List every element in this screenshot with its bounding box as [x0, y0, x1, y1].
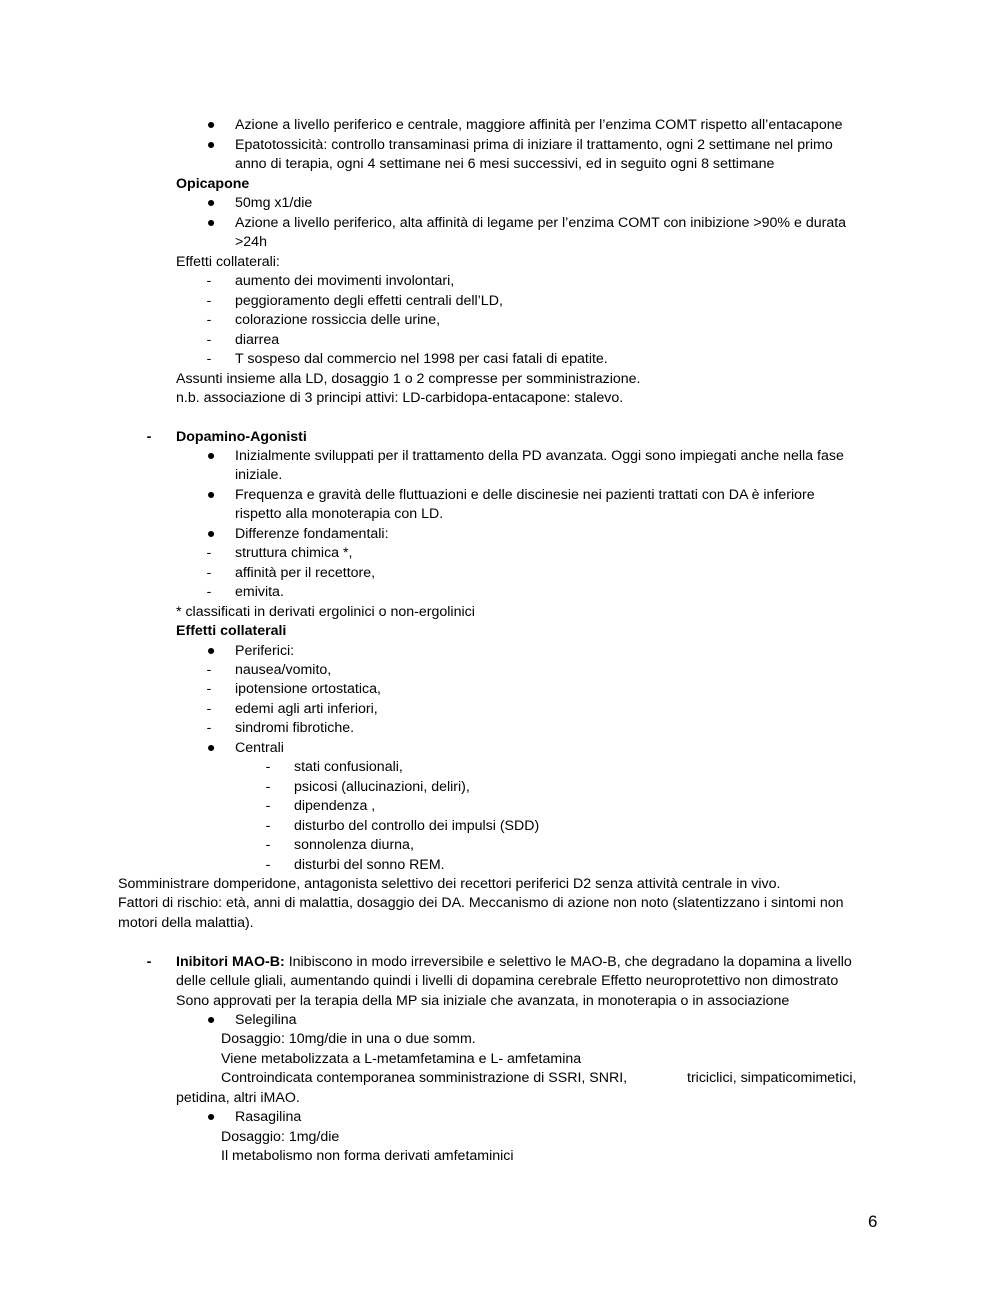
text-line: Assunti insieme alla LD, dosaggio 1 o 2 compresse per somministrazione. — [176, 371, 641, 387]
dash-marker: - — [206, 584, 212, 600]
bullet-marker: ● — [206, 526, 216, 542]
section-heading: Inibitori MAO-B: — [176, 954, 285, 970]
dash-marker: - — [146, 954, 152, 970]
section-heading: Effetti collaterali — [176, 623, 287, 639]
text-line: Periferici: — [235, 643, 295, 659]
page-number: 6 — [868, 1212, 878, 1231]
dash-marker: - — [206, 565, 212, 581]
text-line: Somministrare domperidone, antagonista selettivo dei recettori periferici D2 senza attività centrale in vivo. — [118, 876, 781, 892]
bullet-marker: ● — [206, 195, 216, 211]
text-line: Selegilina — [235, 1012, 297, 1028]
dash-marker: - — [206, 312, 212, 328]
bullet-marker: ● — [206, 643, 216, 659]
text-run: Inibiscono in modo irreversibile e selettivo le MAO-B, che degradano la dopamina a livello — [284, 954, 852, 970]
text-line: Frequenza e gravità delle fluttuazioni e delle discinesie nei pazienti trattati con DA è inferiore — [235, 487, 815, 503]
text-line: motori della malattia). — [118, 915, 254, 931]
list-item: disturbi del sonno REM. — [294, 857, 445, 873]
bullet-marker: ● — [206, 487, 216, 503]
bullet-marker: ● — [206, 740, 216, 756]
text-line: Effetti collaterali: — [176, 254, 280, 270]
dash-marker: - — [265, 857, 271, 873]
text-line: Azione a livello periferico e centrale, maggiore affinità per l’enzima COMT rispetto all’entacapone — [235, 117, 843, 133]
text-line: petidina, altri iMAO. — [176, 1090, 300, 1106]
text-line: Rasagilina — [235, 1109, 302, 1125]
dash-marker: - — [265, 818, 271, 834]
bullet-marker: ● — [206, 117, 216, 133]
dash-marker: - — [146, 429, 152, 445]
text-line: Il metabolismo non forma derivati amfetaminici — [221, 1148, 514, 1164]
list-item: peggioramento degli effetti centrali dell’LD, — [235, 293, 503, 309]
text-line: >24h — [235, 234, 267, 250]
text-line: Viene metabolizzata a L-metamfetamina e L- amfetamina — [221, 1051, 582, 1067]
text-line — [176, 953, 852, 973]
text-line: Differenze fondamentali: — [235, 526, 389, 542]
list-item: ipotensione ortostatica, — [235, 681, 381, 697]
list-item: stati confusionali, — [294, 759, 403, 775]
dash-marker: - — [206, 351, 212, 367]
text-line: Azione a livello periferico, alta affinità di legame per l’enzima COMT con inibizione >90% e durata — [235, 215, 847, 231]
text-line: rispetto alla monoterapia con LD. — [235, 506, 444, 522]
text-line: anno di terapia, ogni 4 settimane nei 6 mesi successivi, ed in seguito ogni 8 settimane — [235, 156, 775, 172]
dash-marker: - — [206, 701, 212, 717]
dash-marker: - — [206, 681, 212, 697]
text-line: Dosaggio: 10mg/die in una o due somm. — [221, 1031, 476, 1047]
dash-marker: - — [206, 332, 212, 348]
text-line: Controindicata contemporanea somministrazione di SSRI, SNRI, — [221, 1070, 628, 1086]
list-item: T sospeso dal commercio nel 1998 per casi fatali di epatite. — [235, 351, 608, 367]
bullet-marker: ● — [206, 448, 216, 464]
dash-marker: - — [265, 837, 271, 853]
list-item: affinità per il recettore, — [235, 565, 376, 581]
dash-marker: - — [206, 293, 212, 309]
list-item: aumento dei movimenti involontari, — [235, 273, 455, 289]
text-line: Sono approvati per la terapia della MP sia iniziale che avanzata, in monoterapia o in associazione — [176, 993, 790, 1009]
text-line: n.b. associazione di 3 principi attivi: LD-carbidopa-entacapone: stalevo. — [176, 390, 624, 406]
text-line: Centrali — [235, 740, 284, 756]
dash-marker: - — [206, 662, 212, 678]
dash-marker: - — [206, 720, 212, 736]
list-item: emivita. — [235, 584, 284, 600]
bullet-marker: ● — [206, 137, 216, 153]
dash-marker: - — [265, 759, 271, 775]
bullet-marker: ● — [206, 1109, 216, 1125]
text-line: Inizialmente sviluppati per il trattamento della PD avanzata. Oggi sono impiegati anche nella fase — [235, 448, 844, 464]
list-item: sindromi fibrotiche. — [235, 720, 355, 736]
dash-marker: - — [265, 779, 271, 795]
list-item: diarrea — [235, 332, 280, 348]
list-item: nausea/vomito, — [235, 662, 332, 678]
list-item: dipendenza , — [294, 798, 376, 814]
list-item: edemi agli arti inferiori, — [235, 701, 378, 717]
text-line: delle cellule gliali, aumentando quindi i livelli di dopamina cerebrale Effetto neuroprotettivo non dimostrato — [176, 973, 839, 989]
dash-marker: - — [206, 273, 212, 289]
text-line: * classificati in derivati ergolinici o non-ergolinici — [176, 604, 475, 620]
text-line: Epatotossicità: controllo transaminasi prima di iniziare il trattamento, ogni 2 settimane nel primo — [235, 137, 833, 153]
section-heading: Dopamino-Agonisti — [176, 429, 307, 445]
bullet-marker: ● — [206, 1012, 216, 1028]
dash-marker: - — [265, 798, 271, 814]
dash-marker: - — [206, 545, 212, 561]
list-item: disturbo del controllo dei impulsi (SDD) — [294, 818, 540, 834]
text-line: 50mg x1/die — [235, 195, 313, 211]
text-line: iniziale. — [235, 467, 283, 483]
list-item: sonnolenza diurna, — [294, 837, 414, 853]
text-line: triciclici, simpaticomimetici, — [687, 1070, 857, 1086]
text-line: Dosaggio: 1mg/die — [221, 1129, 340, 1145]
list-item: psicosi (allucinazioni, deliri), — [294, 779, 470, 795]
list-item: struttura chimica *, — [235, 545, 353, 561]
bullet-marker: ● — [206, 215, 216, 231]
text-line: Fattori di rischio: età, anni di malattia, dosaggio dei DA. Meccanismo di azione non noto (slatentizzano i sintomi non — [118, 895, 844, 911]
list-item: colorazione rossiccia delle urine, — [235, 312, 441, 328]
section-heading: Opicapone — [176, 176, 250, 192]
